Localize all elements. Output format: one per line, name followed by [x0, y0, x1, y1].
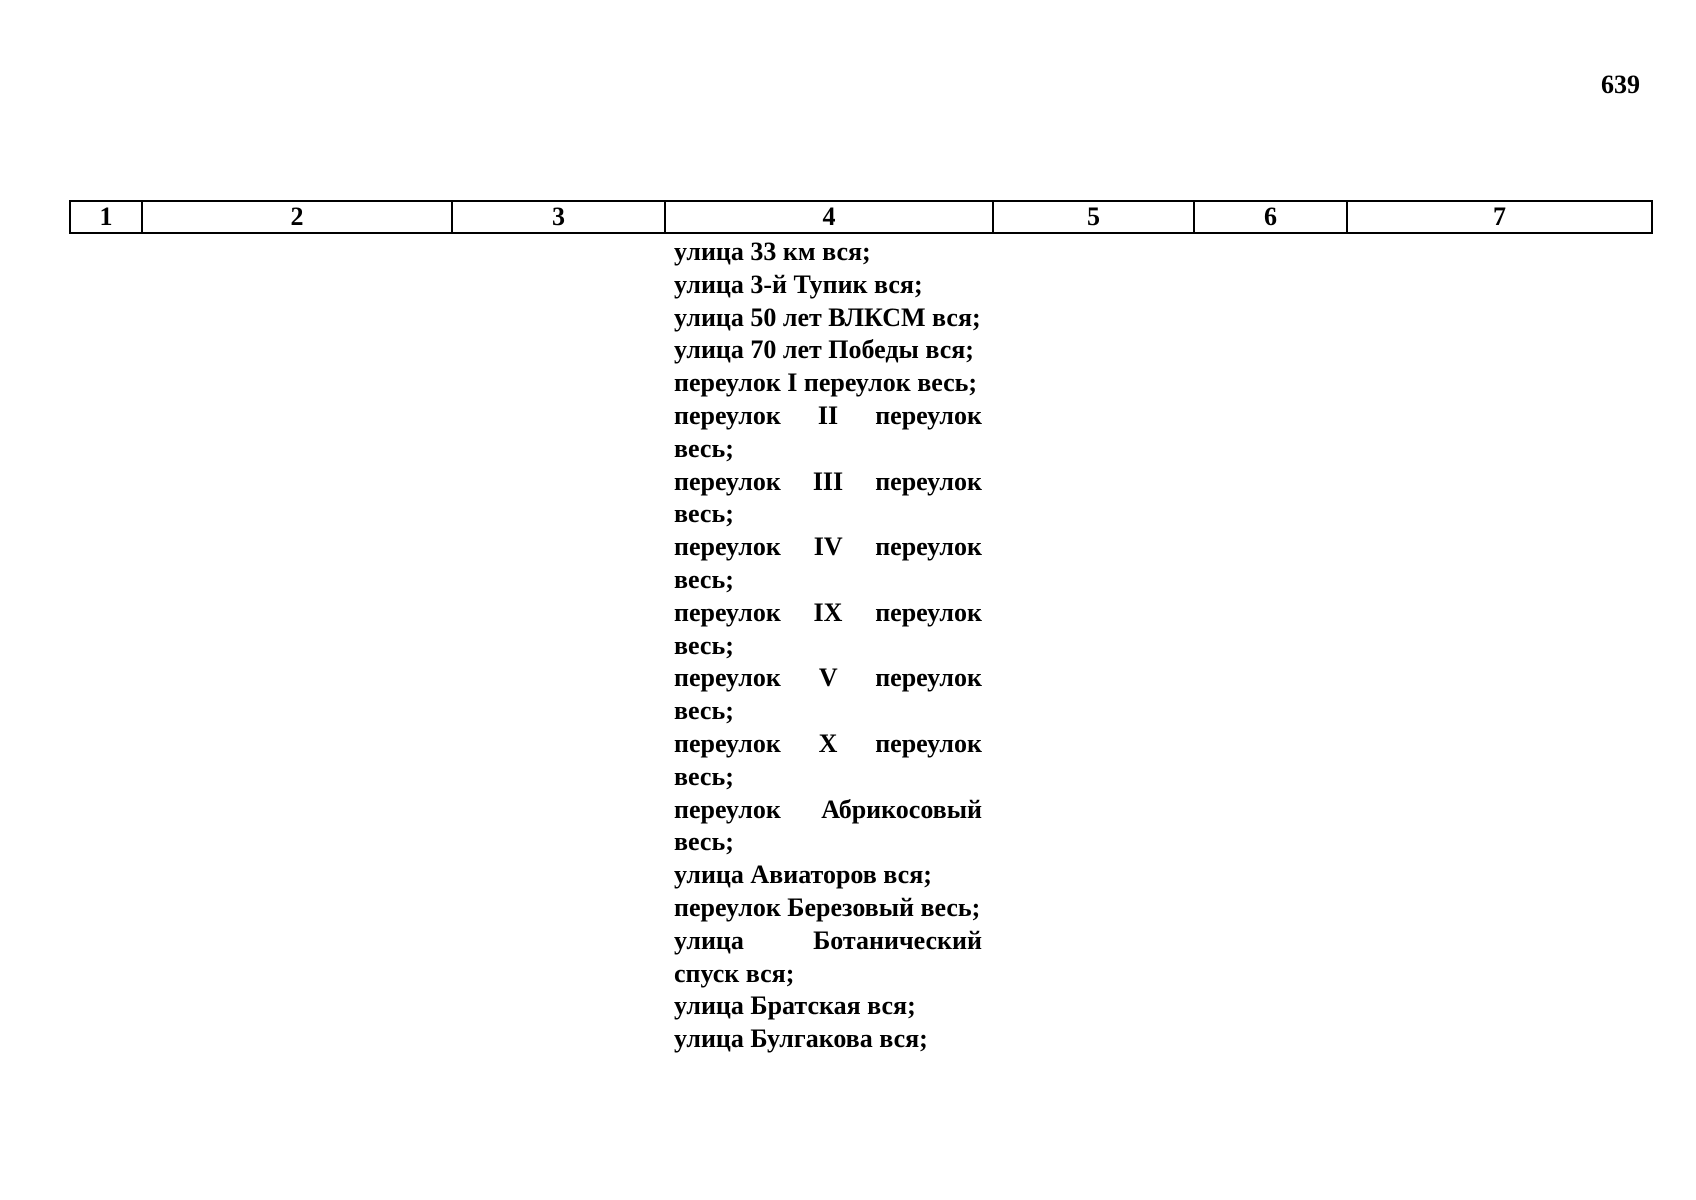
list-item: переулок IX переулок весь; [674, 597, 982, 660]
column-number-3: 3 [452, 201, 665, 233]
column-number-6: 6 [1194, 201, 1347, 233]
list-item: переулок V переулок весь; [674, 663, 982, 726]
street-list [674, 236, 982, 1056]
column-number-header-table [69, 200, 1653, 234]
column-number-7: 7 [1347, 201, 1652, 233]
list-item: переулок Березовый весь; [674, 892, 981, 922]
list-item: переулок I переулок весь; [674, 368, 978, 398]
column-number-1: 1 [70, 201, 142, 233]
column-number-2: 2 [142, 201, 452, 233]
list-item: улица 33 км вся; [674, 237, 871, 266]
column-number-5: 5 [993, 201, 1194, 233]
list-item: улица Братская вся; [674, 991, 916, 1021]
list-item: переулок X переулок весь; [674, 728, 982, 791]
list-item: улица 3-й Тупик вся; [674, 269, 923, 299]
list-item: переулок II переулок весь; [674, 400, 982, 463]
column-number-4: 4 [665, 201, 993, 233]
list-item: переулок IV переулок весь; [674, 532, 982, 594]
list-item: улица Булгакова вся; [674, 1024, 928, 1054]
list-item: переулок Абрикосовый весь; [674, 794, 982, 857]
header-row [70, 201, 1652, 233]
list-item: улица 50 лет ВЛКСМ вся; [674, 302, 981, 332]
list-item: улица 70 лет Победы вся; [674, 335, 974, 365]
page-number: 639 [1601, 70, 1640, 99]
list-item: улица Авиаторов вся; [674, 860, 932, 890]
list-item: улица Ботанический спуск вся; [674, 925, 982, 988]
list-item: переулок III переулок весь; [674, 466, 982, 529]
